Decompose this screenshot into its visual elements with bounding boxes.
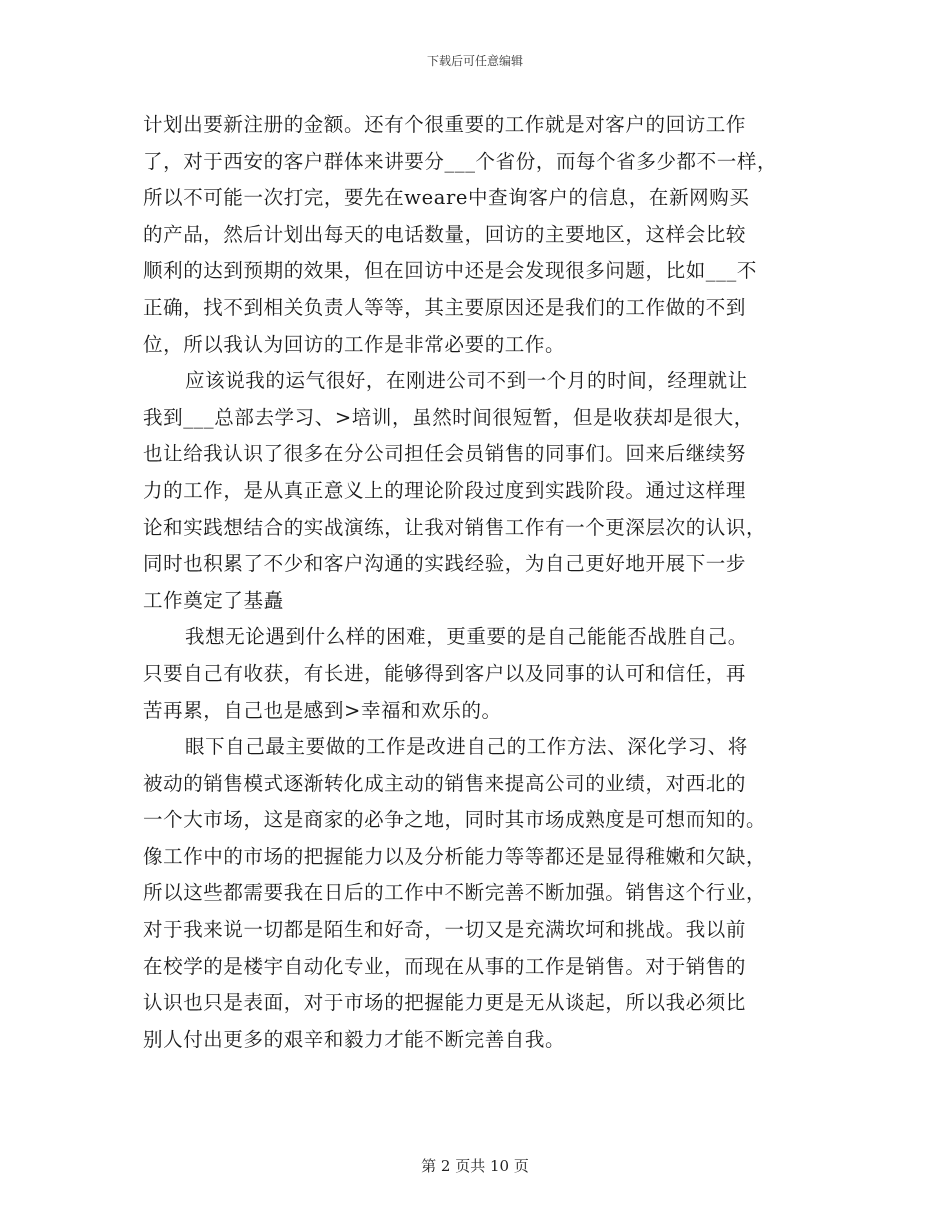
text-line: 被动的销售模式逐渐转化成主动的销售来提高公司的业绩，对西北的 bbox=[143, 771, 747, 795]
text-line: 论和实践想结合的实战演练，让我对销售工作有一个更深层次的认识， bbox=[143, 515, 767, 539]
text-line: 同时也积累了不少和客户沟通的实践经验，为自己更好地开展下一步 bbox=[143, 552, 747, 576]
text-line: 在校学的是楼宇自动化专业，而现在从事的工作是销售。对于销售的 bbox=[143, 954, 747, 978]
text-line: 我到___总部去学习、>培训，虽然时间很短暂，但是收获却是很大， bbox=[143, 405, 754, 429]
text-line: 工作奠定了基矗 bbox=[143, 588, 284, 612]
text-line: 正确，找不到相关负责人等等，其主要原因还是我们的工作做的不到 bbox=[143, 295, 747, 319]
text-line: 位，所以我认为回访的工作是非常必要的工作。 bbox=[143, 332, 566, 356]
paragraph-start-line: 眼下自己最主要做的工作是改进自己的工作方法、深化学习、将 bbox=[185, 735, 748, 759]
text-line: 也让给我认识了很多在分公司担任会员销售的同事们。回来后继续努 bbox=[143, 442, 747, 466]
paragraph-start-line: 我想无论遇到什么样的困难，更重要的是自己能能否战胜自己。 bbox=[185, 625, 748, 649]
text-line: 一个大市场，这是商家的必争之地，同时其市场成熟度是可想而知的。 bbox=[143, 808, 767, 832]
text-line: 顺利的达到预期的效果，但在回访中还是会发现很多问题，比如___不 bbox=[143, 259, 757, 283]
text-line: 所以不可能一次打完，要先在weare中查询客户的信息，在新网购买 bbox=[143, 186, 750, 210]
page-number-footer: 第 2 页共 10 页 bbox=[421, 1157, 529, 1175]
text-line: 对于我来说一切都是陌生和好奇，一切又是充满坎坷和挑战。我以前 bbox=[143, 918, 747, 942]
text-line: 只要自己有收获，有长进，能够得到客户以及同事的认可和信任，再 bbox=[143, 661, 747, 685]
text-line: 别人付出更多的艰辛和毅力才能不断完善自我。 bbox=[143, 1027, 566, 1051]
text-line: 像工作中的市场的把握能力以及分析能力等等都还是显得稚嫩和欠缺， bbox=[143, 844, 767, 868]
text-line: 计划出要新注册的金额。还有个很重要的工作就是对客户的回访工作 bbox=[143, 113, 747, 136]
text-line: 苦再累，自己也是感到>幸福和欢乐的。 bbox=[143, 698, 502, 722]
document-body bbox=[143, 107, 803, 1058]
paragraph-start-line: 应该说我的运气很好，在刚进公司不到一个月的时间，经理就让 bbox=[185, 369, 748, 393]
text-line: 力的工作，是从真正意义上的理论阶段过度到实践阶段。通过这样理 bbox=[143, 478, 747, 502]
text-line: 了，对于西安的客户群体来讲要分___个省份，而每个省多少都不一样， bbox=[143, 149, 778, 173]
page-header: 下载后可任意编辑 bbox=[426, 54, 523, 68]
text-line: 所以这些都需要我在日后的工作中不断完善不断加强。销售这个行业， bbox=[143, 881, 767, 905]
text-line: 认识也只是表面，对于市场的把握能力更是无从谈起，所以我必须比 bbox=[143, 991, 747, 1015]
text-line: 的产品，然后计划出每天的电话数量，回访的主要地区，这样会比较 bbox=[143, 222, 747, 246]
